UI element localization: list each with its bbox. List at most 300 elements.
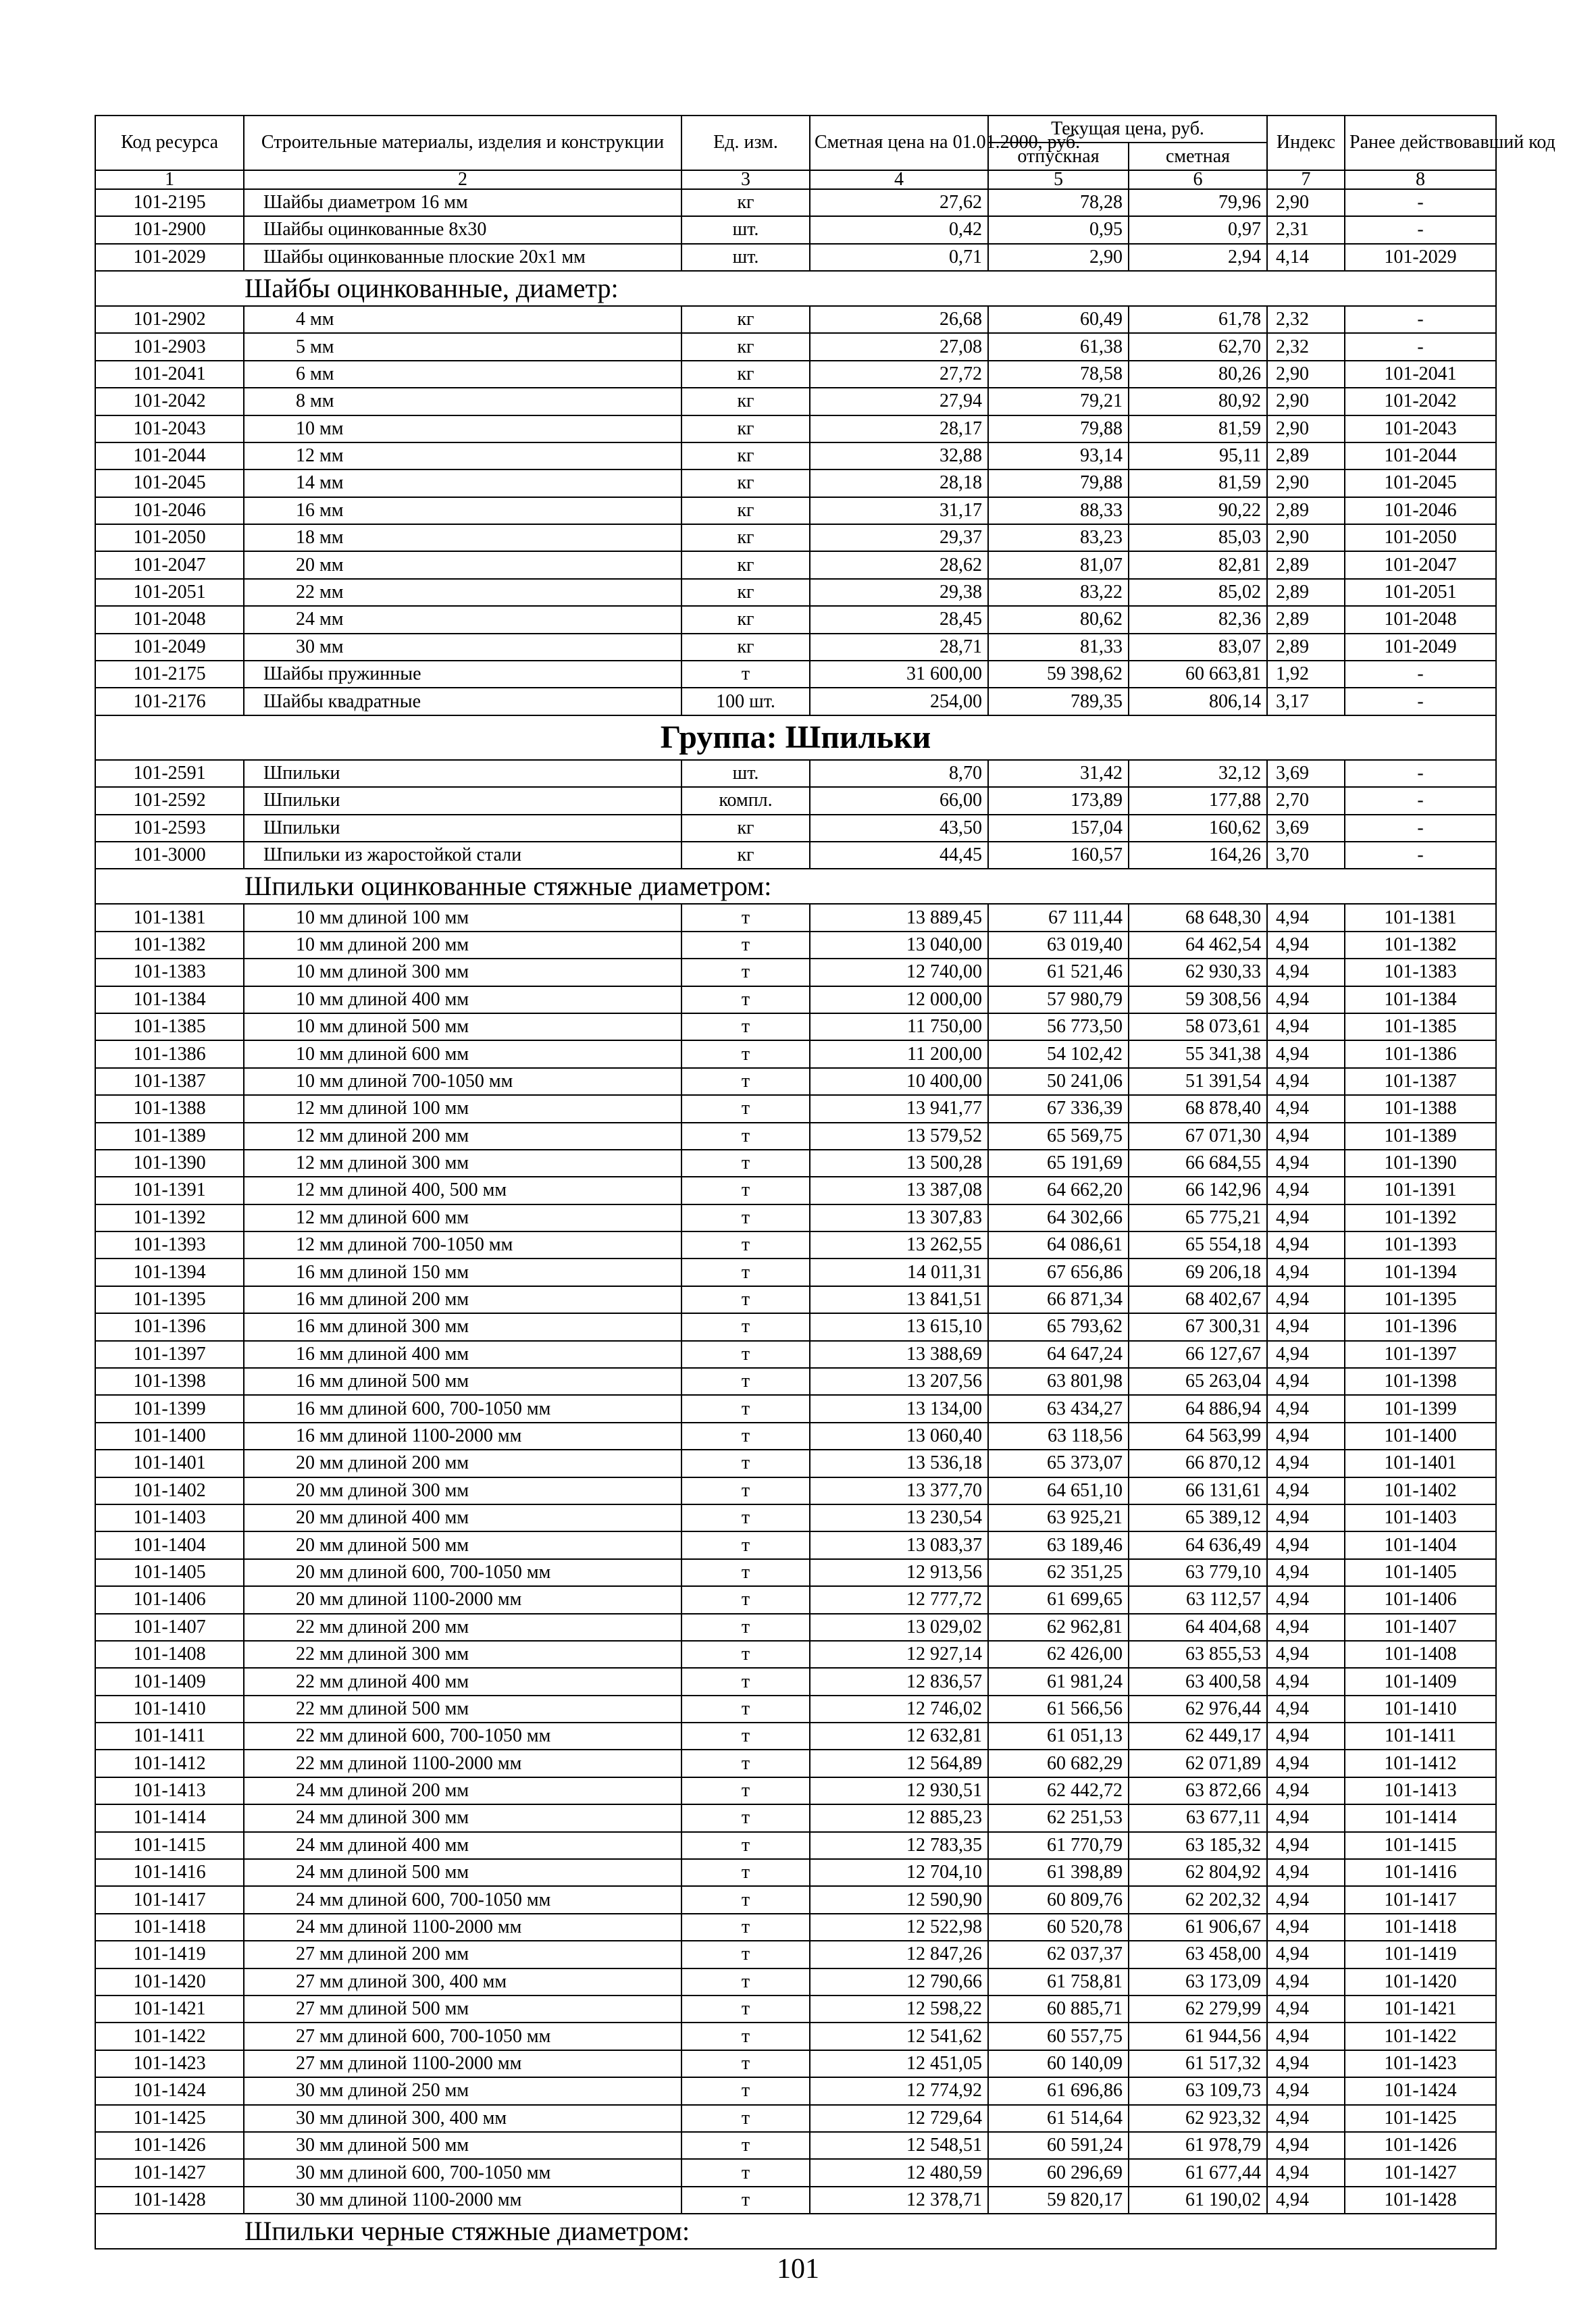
table-row [95,189,1496,216]
base-price: 12 598,22 [810,1996,988,2023]
unit: кг [681,497,810,524]
estimate-price: 80,92 [1129,388,1267,415]
table-row [95,388,1496,415]
unit: т [681,959,810,986]
resource-code: 101-1397 [95,1341,244,1368]
block-galvanized [95,904,1496,2214]
index-value: 4,94 [1267,1368,1345,1395]
material-name: 22 мм длиной 200 мм [244,1614,681,1641]
previous-code: - [1345,787,1496,814]
estimate-price: 64 462,54 [1129,932,1267,959]
release-price: 62 442,72 [988,1777,1129,1804]
material-name: 16 мм длиной 500 мм [244,1368,681,1395]
resource-code: 101-1394 [95,1259,244,1286]
estimate-price: 55 341,38 [1129,1040,1267,1067]
index-value: 4,94 [1267,1777,1345,1804]
index-value: 4,14 [1267,244,1345,271]
material-name: 22 мм длиной 300 мм [244,1641,681,1668]
index-value: 2,31 [1267,216,1345,243]
base-price: 13 029,02 [810,1614,988,1641]
base-price: 12 930,51 [810,1777,988,1804]
estimate-price: 68 402,67 [1129,1286,1267,1313]
base-price: 28,71 [810,634,988,661]
release-price: 59 820,17 [988,2187,1129,2214]
material-name: 20 мм длиной 200 мм [244,1450,681,1477]
material-name: 12 мм длиной 200 мм [244,1123,681,1150]
column-number: 4 [810,170,988,189]
estimate-price: 63 872,66 [1129,1777,1267,1804]
table-row [95,1395,1496,1422]
unit: т [681,1641,810,1668]
unit: т [681,1886,810,1913]
previous-code: 101-1424 [1345,2077,1496,2104]
index-value: 4,94 [1267,2105,1345,2132]
estimate-price: 79,96 [1129,189,1267,216]
table-row [95,1068,1496,1095]
previous-code: 101-1405 [1345,1559,1496,1586]
estimate-price: 85,03 [1129,524,1267,551]
table-row [95,2159,1496,2186]
release-price: 62 037,37 [988,1941,1129,1968]
estimate-price: 62 071,89 [1129,1750,1267,1777]
resource-code: 101-1393 [95,1231,244,1259]
material-name: Шайбы оцинкованные плоские 20х1 мм [244,244,681,271]
block-other [95,661,1496,715]
release-price: 64 647,24 [988,1341,1129,1368]
unit: кг [681,634,810,661]
resource-code: 101-1392 [95,1204,244,1231]
previous-code: 101-1383 [1345,959,1496,986]
column-number: 1 [95,170,244,189]
unit: кг [681,442,810,469]
estimate-price: 81,59 [1129,469,1267,497]
estimate-price: 63 400,58 [1129,1668,1267,1695]
block-washers [95,306,1496,661]
index-value: 2,70 [1267,787,1345,814]
unit: кг [681,388,810,415]
resource-code: 101-1387 [95,1068,244,1095]
unit: т [681,1777,810,1804]
section-title-washers: Шайбы оцинкованные, диаметр: [95,271,1496,306]
estimate-price: 67 300,31 [1129,1313,1267,1340]
unit: т [681,1586,810,1613]
index-value: 4,94 [1267,1313,1345,1340]
estimate-price: 0,97 [1129,216,1267,243]
release-price: 65 191,69 [988,1150,1129,1177]
previous-code: 101-1410 [1345,1696,1496,1723]
resource-code: 101-2050 [95,524,244,551]
release-price: 64 662,20 [988,1177,1129,1204]
column-numbers-row [95,170,1496,189]
material-name: 27 мм длиной 300, 400 мм [244,1968,681,1996]
previous-code: 101-1403 [1345,1504,1496,1531]
resource-code: 101-1383 [95,959,244,986]
table-row [95,760,1496,787]
index-value: 4,94 [1267,1914,1345,1941]
index-value: 4,94 [1267,1723,1345,1750]
estimate-price: 81,59 [1129,415,1267,442]
resource-code: 101-1381 [95,904,244,931]
base-price: 27,62 [810,189,988,216]
unit: т [681,1368,810,1395]
base-price: 13 060,40 [810,1423,988,1450]
col-release-price-header: отпускная [988,143,1129,170]
resource-code: 101-1410 [95,1696,244,1723]
previous-code: 101-1421 [1345,1996,1496,2023]
unit: кг [681,189,810,216]
release-price: 160,57 [988,842,1129,869]
unit: т [681,1804,810,1831]
estimate-price: 90,22 [1129,497,1267,524]
release-price: 60,49 [988,306,1129,333]
material-name: 12 мм [244,442,681,469]
section-title-black: Шпильки черные стяжные диаметром: [95,2214,1496,2249]
index-value: 4,94 [1267,1341,1345,1368]
col-name-header: Строительные материалы, изделия и конструкции [244,116,681,170]
material-name: 5 мм [244,333,681,360]
material-name: 30 мм длиной 250 мм [244,2077,681,2104]
base-price: 13 134,00 [810,1395,988,1422]
estimate-price: 65 775,21 [1129,1204,1267,1231]
section-galvanized [95,869,1496,904]
unit: т [681,1668,810,1695]
material-name: 10 мм длиной 400 мм [244,986,681,1013]
material-name: 8 мм [244,388,681,415]
estimate-price: 62,70 [1129,333,1267,360]
material-name: 20 мм длиной 600, 700-1050 мм [244,1559,681,1586]
release-price: 64 302,66 [988,1204,1129,1231]
release-price: 83,23 [988,524,1129,551]
resource-code: 101-1420 [95,1968,244,1996]
base-price: 27,08 [810,333,988,360]
col-current-price-header: Текущая цена, руб. [988,116,1267,143]
col-estimate-price-header: сметная [1129,143,1267,170]
estimate-price: 63 185,32 [1129,1832,1267,1859]
material-name: 12 мм длиной 100 мм [244,1095,681,1122]
unit: т [681,1450,810,1477]
unit: т [681,1968,810,1996]
block-top [95,189,1496,271]
table-row [95,2050,1496,2077]
previous-code: 101-1390 [1345,1150,1496,1177]
col-index-header: Индекс [1267,116,1345,170]
column-number: 6 [1129,170,1267,189]
estimate-price: 63 779,10 [1129,1559,1267,1586]
material-name: Шпильки из жаростойкой стали [244,842,681,869]
index-value: 2,89 [1267,551,1345,578]
material-name: 24 мм длиной 300 мм [244,1804,681,1831]
release-price: 63 019,40 [988,932,1129,959]
previous-code: - [1345,760,1496,787]
index-value: 4,94 [1267,1068,1345,1095]
unit: т [681,2077,810,2104]
index-value: 4,94 [1267,1696,1345,1723]
estimate-price: 82,36 [1129,606,1267,633]
resource-code: 101-1418 [95,1914,244,1941]
estimate-price: 62 930,33 [1129,959,1267,986]
estimate-price: 66 131,61 [1129,1477,1267,1504]
resource-code: 101-2047 [95,551,244,578]
unit: шт. [681,244,810,271]
table-row [95,932,1496,959]
base-price: 12 847,26 [810,1941,988,1968]
material-name: 22 мм длиной 500 мм [244,1696,681,1723]
estimate-price: 63 109,73 [1129,2077,1267,2104]
base-price: 12 451,05 [810,2050,988,2077]
table-row [95,244,1496,271]
estimate-price: 62 923,32 [1129,2105,1267,2132]
resource-code: 101-2593 [95,815,244,842]
estimate-price: 65 554,18 [1129,1231,1267,1259]
material-name: 12 мм длиной 400, 500 мм [244,1177,681,1204]
table-row [95,469,1496,497]
release-price: 60 809,76 [988,1886,1129,1913]
base-price: 28,17 [810,415,988,442]
release-price: 65 569,75 [988,1123,1129,1150]
index-value: 2,32 [1267,333,1345,360]
estimate-price: 82,81 [1129,551,1267,578]
release-price: 61 514,64 [988,2105,1129,2132]
table-row [95,361,1496,388]
material-name: Шайбы оцинкованные 8х30 [244,216,681,243]
material-name: Шпильки [244,787,681,814]
table-row [95,815,1496,842]
release-price: 60 296,69 [988,2159,1129,2186]
resource-code: 101-2049 [95,634,244,661]
release-price: 81,33 [988,634,1129,661]
index-value: 4,94 [1267,1531,1345,1558]
index-value: 4,94 [1267,1423,1345,1450]
resource-code: 101-2045 [95,469,244,497]
resource-code: 101-1414 [95,1804,244,1831]
base-price: 0,42 [810,216,988,243]
release-price: 50 241,06 [988,1068,1129,1095]
material-name: 24 мм длиной 400 мм [244,1832,681,1859]
material-name: 10 мм длиной 300 мм [244,959,681,986]
resource-code: 101-2195 [95,189,244,216]
unit: т [681,1531,810,1558]
estimate-price: 68 878,40 [1129,1095,1267,1122]
index-value: 4,94 [1267,2132,1345,2159]
estimate-price: 67 071,30 [1129,1123,1267,1150]
release-price: 54 102,42 [988,1040,1129,1067]
index-value: 4,94 [1267,1586,1345,1613]
release-price: 157,04 [988,815,1129,842]
resource-code: 101-1409 [95,1668,244,1695]
unit: т [681,1696,810,1723]
base-price: 12 704,10 [810,1859,988,1886]
index-value: 4,94 [1267,1832,1345,1859]
estimate-price: 58 073,61 [1129,1013,1267,1040]
estimate-price: 64 563,99 [1129,1423,1267,1450]
release-price: 61 770,79 [988,1832,1129,1859]
index-value: 4,94 [1267,932,1345,959]
material-name: 4 мм [244,306,681,333]
material-name: 12 мм длиной 600 мм [244,1204,681,1231]
release-price: 60 682,29 [988,1750,1129,1777]
index-value: 2,90 [1267,388,1345,415]
unit: т [681,2105,810,2132]
table-row [95,787,1496,814]
unit: т [681,2187,810,2214]
table-row [95,986,1496,1013]
base-price: 0,71 [810,244,988,271]
unit: кг [681,415,810,442]
release-price: 66 871,34 [988,1286,1129,1313]
table-row [95,1859,1496,1886]
table-row [95,579,1496,606]
base-price: 12 746,02 [810,1696,988,1723]
table-row [95,1177,1496,1204]
unit: т [681,1914,810,1941]
material-name: 27 мм длиной 200 мм [244,1941,681,1968]
unit: кг [681,306,810,333]
resource-code: 101-1388 [95,1095,244,1122]
base-price: 13 536,18 [810,1450,988,1477]
base-price: 29,38 [810,579,988,606]
resource-code: 101-1421 [95,1996,244,2023]
resource-code: 101-2029 [95,244,244,271]
base-price: 12 632,81 [810,1723,988,1750]
release-price: 61,38 [988,333,1129,360]
table-row [95,306,1496,333]
estimate-price: 59 308,56 [1129,986,1267,1013]
release-price: 79,88 [988,469,1129,497]
resource-code: 101-1404 [95,1531,244,1558]
unit: т [681,661,810,688]
release-price: 61 758,81 [988,1968,1129,1996]
release-price: 93,14 [988,442,1129,469]
unit: т [681,1177,810,1204]
index-value: 2,90 [1267,469,1345,497]
release-price: 63 925,21 [988,1504,1129,1531]
previous-code: 101-1397 [1345,1341,1496,1368]
previous-code: 101-1418 [1345,1914,1496,1941]
unit: т [681,1013,810,1040]
estimate-price: 62 804,92 [1129,1859,1267,1886]
table-row [95,634,1496,661]
table-row [95,1313,1496,1340]
previous-code: 101-2041 [1345,361,1496,388]
price-sheet [95,115,1555,2250]
estimate-price: 62 976,44 [1129,1696,1267,1723]
unit: т [681,1750,810,1777]
base-price: 27,72 [810,361,988,388]
previous-code: 101-2047 [1345,551,1496,578]
resource-code: 101-1395 [95,1286,244,1313]
index-value: 4,94 [1267,986,1345,1013]
resource-code: 101-1384 [95,986,244,1013]
estimate-price: 65 389,12 [1129,1504,1267,1531]
resource-code: 101-2591 [95,760,244,787]
estimate-price: 61 190,02 [1129,2187,1267,2214]
resource-code: 101-1398 [95,1368,244,1395]
table-row [95,1013,1496,1040]
release-price: 789,35 [988,688,1129,715]
table-row [95,688,1496,715]
table-row [95,606,1496,633]
col-base-price-header: Сметная цена на 01.01.2000, руб. [810,116,988,170]
estimate-price: 61,78 [1129,306,1267,333]
resource-code: 101-2046 [95,497,244,524]
material-name: 6 мм [244,361,681,388]
base-price: 12 000,00 [810,986,988,1013]
base-price: 13 262,55 [810,1231,988,1259]
material-name: 10 мм длиной 600 мм [244,1040,681,1067]
material-name: 27 мм длиной 1100-2000 мм [244,2050,681,2077]
unit: т [681,2132,810,2159]
previous-code: 101-1391 [1345,1177,1496,1204]
table-row [95,2077,1496,2104]
base-price: 12 590,90 [810,1886,988,1913]
base-price: 13 941,77 [810,1095,988,1122]
unit: т [681,1341,810,1368]
release-price: 60 885,71 [988,1996,1129,2023]
release-price: 63 189,46 [988,1531,1129,1558]
base-price: 13 841,51 [810,1286,988,1313]
base-price: 29,37 [810,524,988,551]
release-price: 60 591,24 [988,2132,1129,2159]
index-value: 4,94 [1267,1504,1345,1531]
index-value: 4,94 [1267,1450,1345,1477]
base-price: 13 500,28 [810,1150,988,1177]
release-price: 88,33 [988,497,1129,524]
table-row [95,959,1496,986]
previous-code: 101-1398 [1345,1368,1496,1395]
resource-code: 101-1422 [95,2023,244,2050]
resource-code: 101-2902 [95,306,244,333]
material-name: 24 мм [244,606,681,633]
index-value: 4,94 [1267,1177,1345,1204]
base-price: 13 388,69 [810,1341,988,1368]
table-row [95,1614,1496,1641]
resource-code: 101-1407 [95,1614,244,1641]
estimate-price: 164,26 [1129,842,1267,869]
material-name: Шайбы диаметром 16 мм [244,189,681,216]
unit: т [681,1423,810,1450]
resource-code: 101-1408 [95,1641,244,1668]
unit: т [681,1095,810,1122]
unit: кг [681,579,810,606]
base-price: 13 579,52 [810,1123,988,1150]
table-row [95,1668,1496,1695]
previous-code: 101-1423 [1345,2050,1496,2077]
material-name: 16 мм длиной 1100-2000 мм [244,1423,681,1450]
unit: т [681,1123,810,1150]
release-price: 80,62 [988,606,1129,633]
index-value: 3,70 [1267,842,1345,869]
base-price: 13 615,10 [810,1313,988,1340]
material-name: 20 мм длиной 1100-2000 мм [244,1586,681,1613]
material-name: Шайбы квадратные [244,688,681,715]
table-row [95,2023,1496,2050]
base-price: 12 913,56 [810,1559,988,1586]
material-name: 24 мм длиной 1100-2000 мм [244,1914,681,1941]
resource-code: 101-2044 [95,442,244,469]
material-name: 16 мм длиной 600, 700-1050 мм [244,1395,681,1422]
table-row [95,442,1496,469]
resource-code: 101-1427 [95,2159,244,2186]
resource-code: 101-1419 [95,1941,244,1968]
unit: кг [681,469,810,497]
previous-code: 101-1401 [1345,1450,1496,1477]
previous-code: 101-1415 [1345,1832,1496,1859]
unit: т [681,1068,810,1095]
unit: т [681,1204,810,1231]
table-row [95,1832,1496,1859]
material-name: 10 мм длиной 200 мм [244,932,681,959]
estimate-price: 66 127,67 [1129,1341,1267,1368]
